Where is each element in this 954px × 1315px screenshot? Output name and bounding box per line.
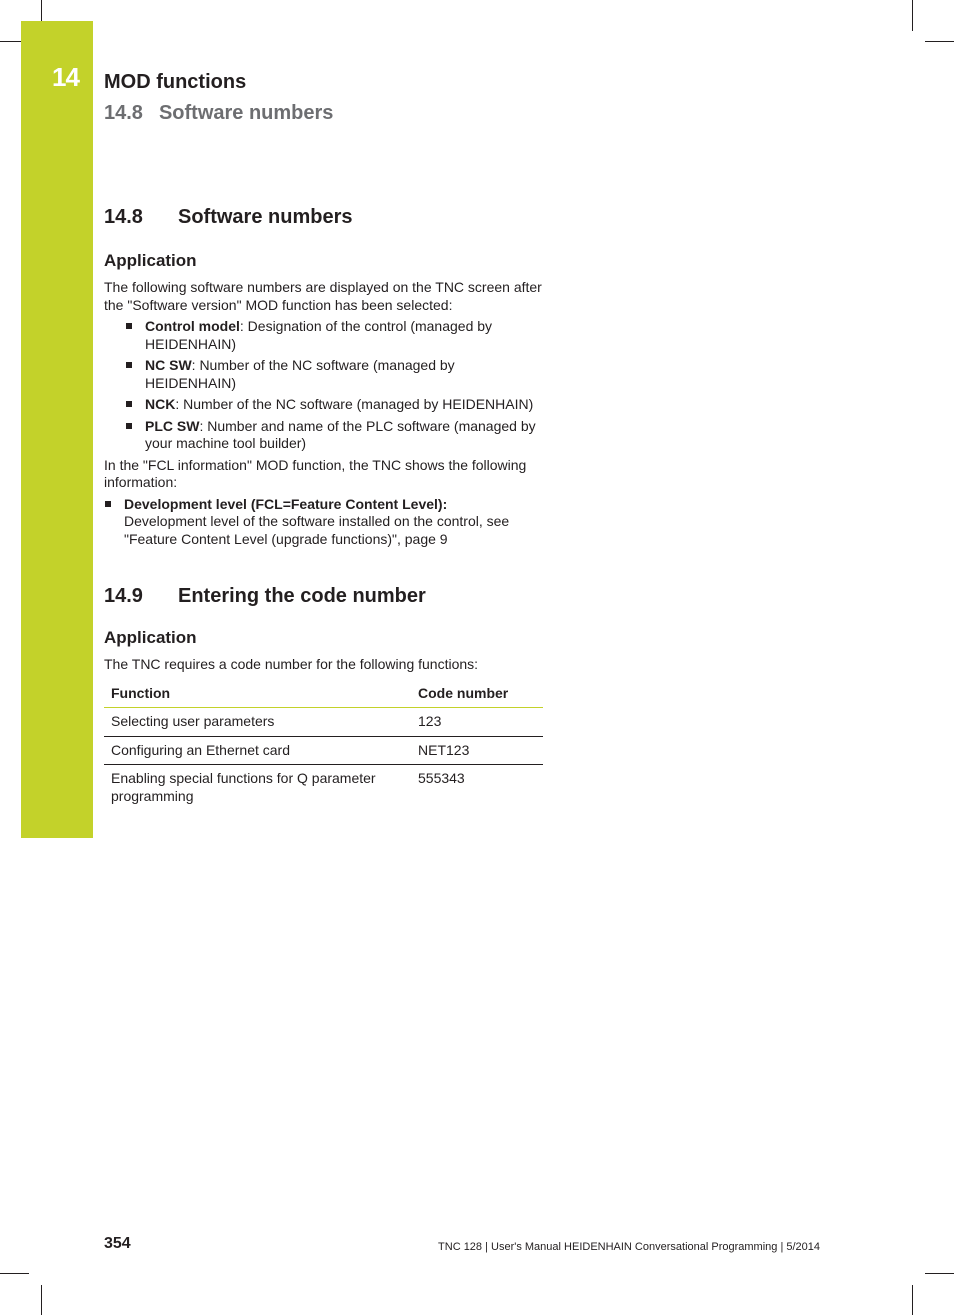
list-desc: : Number of the NC software (managed by HEIDENHAIN) (175, 396, 534, 412)
list-desc: : Number and name of the PLC software (managed by your machine tool builder) (145, 417, 536, 451)
table-cell: Enabling special functions for Q parameter programming (111, 770, 376, 804)
page-number: 354 (104, 1235, 131, 1252)
code-intro-paragraph: The TNC requires a code number for the following functions: (104, 656, 479, 672)
list-desc: : Designation of the control (managed by HEIDENHAIN) (145, 318, 493, 352)
crop-mark (925, 1273, 954, 1274)
list-item (145, 357, 544, 392)
fcl-list (124, 496, 544, 549)
crop-mark (925, 41, 954, 42)
chapter-title: MOD functions (104, 71, 247, 93)
table-row (104, 708, 543, 737)
table-cell: 123 (411, 708, 543, 737)
list-item (145, 318, 544, 353)
list-item (145, 418, 544, 453)
list-desc: : Number of the NC software (managed by HEIDENHAIN) (145, 357, 455, 391)
subheading-application: Application (104, 628, 197, 647)
crop-mark (0, 1273, 29, 1274)
section-title: Entering the code number (178, 585, 426, 607)
intro-paragraph: The following software numbers are displayed on the TNC screen after the "Software version" MOD function has been selected: (104, 279, 542, 313)
list-term: NCK (145, 396, 176, 412)
crop-mark (41, 1285, 42, 1315)
subheading-application: Application (104, 251, 197, 270)
section-number: 14.8 (104, 206, 143, 228)
running-section-title: Software numbers (158, 102, 334, 124)
chapter-sidebar (21, 21, 93, 838)
software-number-list (145, 318, 544, 453)
table-cell: Selecting user parameters (104, 708, 411, 737)
running-section-header (104, 102, 333, 125)
list-item (145, 396, 544, 414)
list-term: PLC SW (145, 417, 200, 434)
table-row (104, 736, 543, 765)
table-cell: NET123 (411, 736, 543, 765)
running-section-number: 14.8 (104, 102, 143, 124)
chapter-number: 14 (52, 62, 79, 92)
column-header-code-number: Code number (411, 680, 543, 708)
list-term: NC SW (145, 357, 192, 373)
fcl-term: Development level (FCL=Feature Content Level): (124, 495, 448, 512)
list-term: Control model (145, 318, 240, 334)
table-header-row (104, 680, 543, 708)
table-cell: Configuring an Ethernet card (104, 736, 411, 765)
section-number: 14.9 (104, 585, 143, 607)
column-header-function: Function (104, 680, 411, 708)
list-item (124, 496, 544, 549)
page-content (104, 205, 544, 810)
crop-mark (912, 1285, 913, 1315)
crop-mark (0, 41, 21, 42)
footer-text: TNC 128 | User's Manual HEIDENHAIN Conversational Programming | 5/2014 (438, 1241, 820, 1253)
section-heading-14-9 (104, 584, 544, 608)
crop-mark (912, 0, 913, 31)
crop-mark (41, 0, 42, 21)
table-row (104, 765, 543, 811)
section-title: Software numbers (178, 206, 353, 228)
fcl-intro-paragraph: In the "FCL information" MOD function, the TNC shows the following information: (104, 456, 527, 490)
table-cell: 555343 (418, 770, 465, 786)
section-heading-14-8 (104, 205, 544, 229)
code-number-table (104, 680, 543, 811)
fcl-desc: Development level of the software installed on the control, see "Feature Content Level (upgrade functions)", page 9 (124, 513, 510, 547)
